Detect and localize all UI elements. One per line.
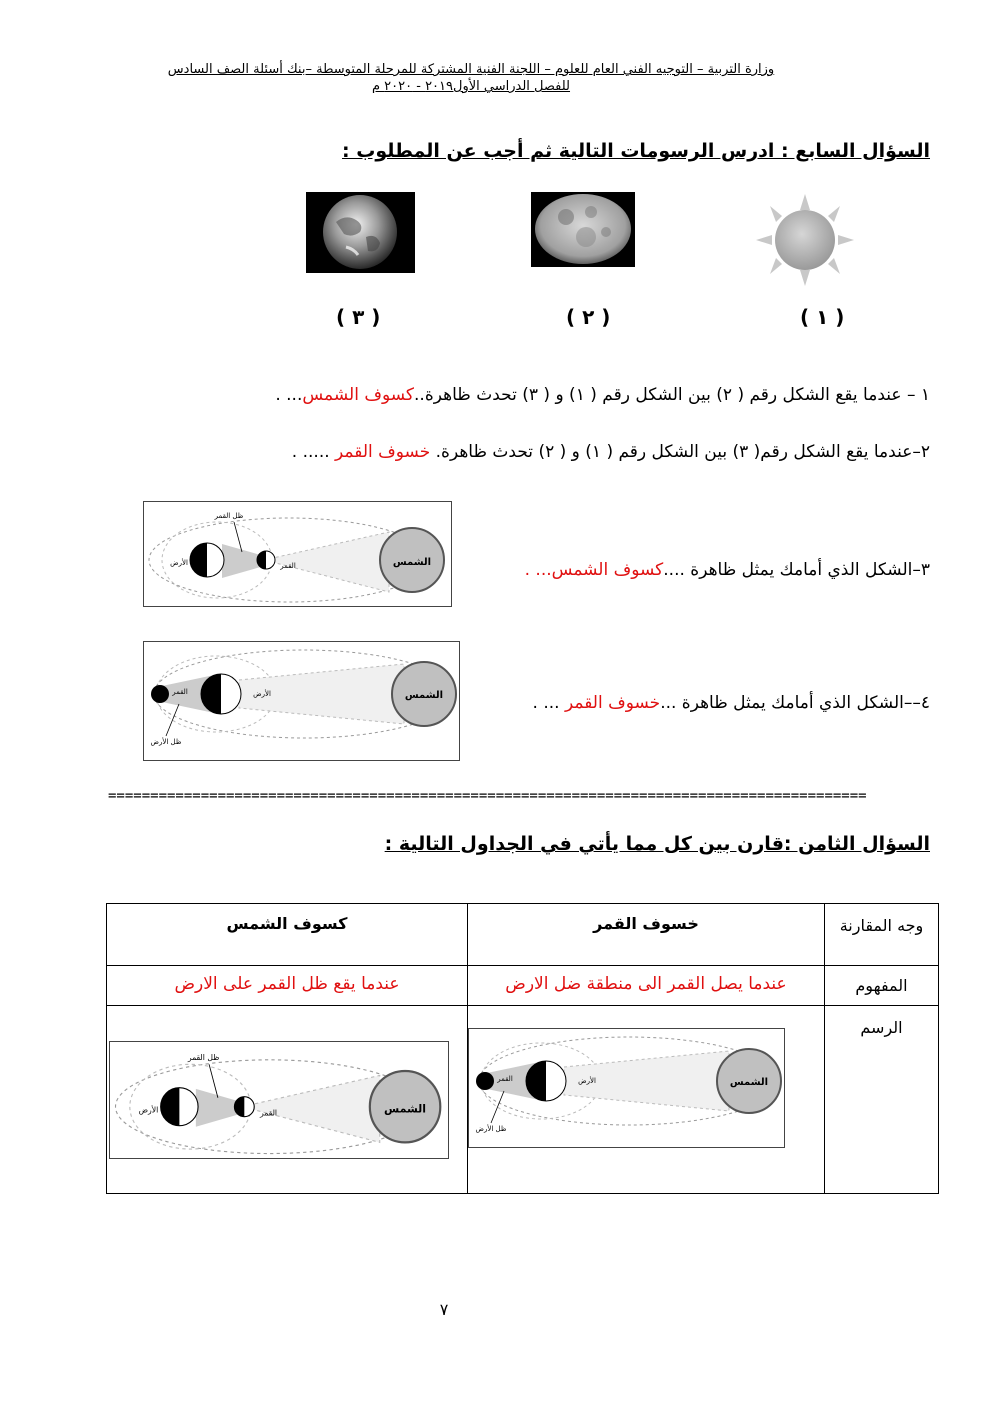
header-line-1: وزارة التربية – التوجيه الفني العام للعلوم – اللجنة الفنية المشتركة للمرحلة المتوسطة –بنك أسئلة الصف السادس (167, 62, 775, 77)
q7-line-4-text: ٤––الشكل الذي أمامك يمثل ظاهرة ... (660, 693, 930, 713)
solar-eclipse-diagram-1 (143, 501, 452, 607)
sun-image (754, 192, 856, 288)
header-lunar: خسوف القمر (468, 904, 825, 966)
solar-concept: عندما يقع ظل القمر على الارض (107, 966, 468, 1006)
earth-image (306, 192, 415, 273)
q7-line-4-tail: ... . (532, 693, 565, 713)
q7-line-3 (525, 560, 930, 580)
sun-text: الشمس (392, 557, 432, 568)
q7-line-1-answer: كسوف الشمس (302, 385, 415, 405)
moon-shadow-text: ظل القمر (214, 512, 244, 520)
sun-text-2: الشمس (404, 690, 444, 701)
moon-text-3: القمر (497, 1075, 513, 1083)
row-concept-label: المفهوم (825, 966, 939, 1006)
q7-line-3-text: ٣–الشكل الذي أمامك يمثل ظاهرة .... (663, 560, 930, 580)
q7-line-3-answer: كسوف الشمس (551, 560, 664, 580)
q7-line-2-text: ٢–عندما يقع الشكل رقم( ٣) بين الشكل رقم ( ١) و ( ٢) تحدث ظاهرة. (430, 442, 930, 462)
page-number: ٧ (439, 1300, 449, 1319)
lunar-eclipse-diagram-1 (143, 641, 460, 761)
earth-text: الأرض (170, 559, 188, 567)
lunar-drawing-cell (468, 1006, 825, 1194)
q7-line-1-tail: ... . (275, 385, 303, 405)
solar-eclipse-diagram-2 (109, 1041, 449, 1159)
label-3: ( ٣ ) (336, 305, 381, 329)
comparison-table (106, 903, 939, 1194)
header-line-2: للفصل الدراسي الأول٢٠١٩ - ٢٠٢٠ م (371, 79, 571, 94)
moon-text: القمر (280, 562, 296, 570)
sun-text-3: الشمس (729, 1077, 769, 1088)
q8-title: السؤال الثامن :قارن بين كل مما يأتي في الجداول التالية : (384, 833, 930, 855)
label-2: ( ٢ ) (566, 305, 611, 329)
solar-drawing-cell (107, 1006, 468, 1194)
lunar-concept: عندما يصل القمر الى منطقة ضل الارض (468, 966, 825, 1006)
separator: ========================================================================================== (108, 788, 867, 804)
moon-text-4: القمر (259, 1108, 278, 1118)
header-aspect: وجه المقارنة (825, 904, 939, 966)
moon-image (531, 192, 635, 267)
row-drawing-label: الرسم (825, 1006, 939, 1194)
moon-shadow-text-2: ظل القمر (187, 1052, 220, 1062)
q7-line-4-answer: خسوف القمر (564, 693, 661, 713)
q7-title: السؤال السابع : ادرس الرسومات التالية ثم أجب عن المطلوب : (342, 140, 930, 162)
earth-text-4: الأرض (138, 1105, 159, 1115)
header-solar: كسوف الشمس (107, 904, 468, 966)
q7-line-4 (533, 693, 930, 713)
earth-text-3: الأرض (578, 1077, 596, 1085)
sun-text-4: الشمس (384, 1102, 427, 1116)
q7-line-1-text: ١ – عندما يقع الشكل رقم ( ٢) بين الشكل رقم ( ١) و ( ٣) تحدث ظاهرة.. (414, 385, 930, 405)
earth-shadow-text-2: ظل الأرض (475, 1125, 507, 1133)
moon-text-2: القمر (172, 688, 188, 696)
earth-shadow-text: ظل الأرض (150, 738, 182, 746)
q7-line-1 (275, 385, 930, 405)
lunar-eclipse-diagram-2 (468, 1028, 785, 1148)
label-1: ( ١ ) (800, 305, 845, 329)
earth-text-2: الأرض (253, 690, 271, 698)
q7-line-3-tail: ... . (524, 560, 552, 580)
q7-line-2 (292, 442, 930, 462)
q7-line-2-tail: ..... . (291, 442, 336, 462)
q7-line-2-answer: خسوف القمر (335, 442, 431, 462)
